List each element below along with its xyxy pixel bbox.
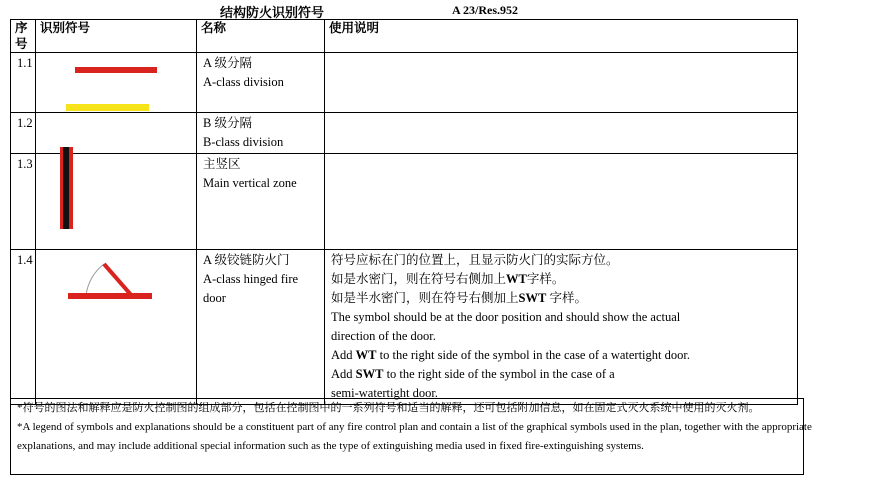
usage-text: to the right side of the symbol in the case of a xyxy=(383,367,615,381)
name-cn: B 级分隔 xyxy=(203,116,252,130)
usage-code: WT xyxy=(506,272,527,286)
name-cell xyxy=(197,53,325,113)
usage-text: 如是水密门，则在符号右侧加上 xyxy=(331,272,507,286)
usage-line: direction of the door. xyxy=(331,329,436,343)
usage-line: 符号应标在门的位置上，且显示防火门的实际方位。 xyxy=(331,253,619,267)
name-en: A-class hinged fire door xyxy=(203,272,299,305)
name-cell xyxy=(197,113,325,154)
usage-code: SWT xyxy=(355,367,384,381)
usage-text: Add xyxy=(331,348,356,362)
usage-text: 字样。 xyxy=(546,291,587,305)
usage-line: The symbol should be at the door position and should show the actual xyxy=(331,310,681,324)
header-usage: 使用说明 xyxy=(325,20,798,53)
footnote-box xyxy=(10,398,812,475)
usage-cell xyxy=(325,250,798,405)
main-vertical-zone-symbol xyxy=(60,147,73,229)
name-cell xyxy=(197,250,325,405)
usage-code: WT xyxy=(355,348,377,362)
table-header-row xyxy=(11,20,798,53)
name-en: B-class division xyxy=(203,135,284,149)
name-cn: 主竖区 xyxy=(203,157,241,171)
footnote-cn: *符号的图法和解释应是防火控制图的组成部分，包括在控制图中的一系列符号和适当的解释，还可包括附加信息，如在固定式灭火系统中使用的灭火剂。 xyxy=(17,402,760,414)
row-number: 1.4 xyxy=(11,250,36,405)
door-swing-arc xyxy=(86,264,104,296)
door-wall-bar xyxy=(68,293,152,299)
name-cell xyxy=(197,154,325,250)
name-en: Main vertical zone xyxy=(203,176,297,190)
door-leaf xyxy=(104,264,132,296)
usage-cell xyxy=(325,154,798,250)
header-name: 名称 xyxy=(197,20,325,53)
document-title: 结构防火识别符号 xyxy=(220,5,325,20)
usage-line xyxy=(331,365,791,384)
usage-cell xyxy=(325,113,798,154)
a-class-division-symbol xyxy=(75,67,157,73)
row-number: 1.3 xyxy=(11,154,36,250)
hinged-fire-door-symbol xyxy=(64,258,156,304)
footnote-en: *A legend of symbols and explanations should be a constituent part of any fire control plan and contain a list of the graphical symbols used in the plan, together with the appropriate explanations, and may include additional special information such as the type of extinguishing media used in fixed fire-extinguishing systems. xyxy=(17,421,812,452)
row-number: 1.2 xyxy=(11,113,36,154)
table-row xyxy=(11,113,798,154)
usage-line xyxy=(331,270,791,289)
name-en: A-class division xyxy=(203,75,284,89)
usage-text: 字样。 xyxy=(526,272,565,286)
name-cn: A 级铰链防火门 xyxy=(203,253,290,267)
usage-cell xyxy=(325,53,798,113)
row-number: 1.1 xyxy=(11,53,36,113)
header-symbol: 识别符号 xyxy=(36,20,197,53)
usage-line xyxy=(331,346,791,365)
header-number: 序号 xyxy=(11,20,36,53)
usage-text: to the right side of the symbol in the case of a watertight door. xyxy=(376,348,690,362)
name-cn: A 级分隔 xyxy=(203,56,252,70)
usage-line: semi-watertight door. xyxy=(331,386,438,400)
symbol-table xyxy=(10,19,798,405)
b-class-division-symbol xyxy=(66,104,149,111)
usage-text: Add xyxy=(331,367,356,381)
usage-line xyxy=(331,289,791,308)
resolution-reference: A 23/Res.952 xyxy=(452,3,518,17)
usage-text: 如是半水密门，则在符号右侧加上 xyxy=(331,291,519,305)
usage-code: SWT xyxy=(518,291,547,305)
table-row xyxy=(11,154,798,250)
